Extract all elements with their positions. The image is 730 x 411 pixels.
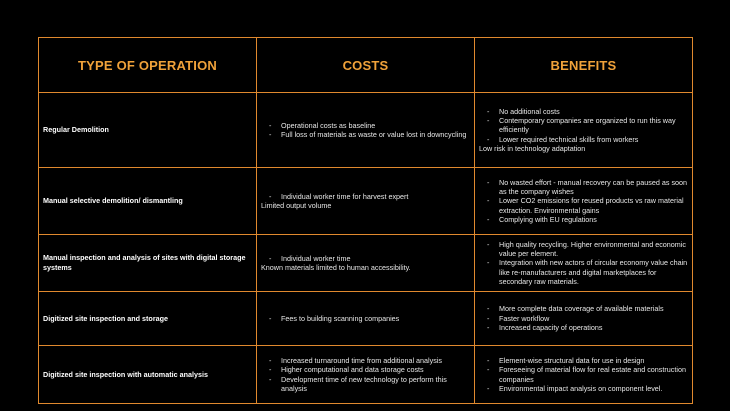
benefit-item: - No wasted effort - manual recovery can be paused as soon as the company wishes — [479, 178, 688, 197]
benefit-item: - Increased capacity of operations — [479, 323, 688, 332]
benefit-item: - Foreseeing of material flow for real estate and construction companies — [479, 365, 688, 384]
benefit-item: - Complying with EU regulations — [479, 215, 688, 224]
benefits-cell — [475, 292, 693, 346]
header-benefits: BENEFITS — [475, 38, 693, 93]
cost-note: Known materials limited to human accessibility. — [261, 263, 411, 272]
operation-cell: Manual selective demolition/ dismantling — [39, 168, 257, 235]
benefits-cell — [475, 168, 693, 235]
benefit-item: - Faster workflow — [479, 314, 688, 323]
table-row — [39, 346, 693, 404]
table-row — [39, 168, 693, 235]
cost-note: Limited output volume — [261, 201, 332, 210]
costs-cell — [257, 93, 475, 168]
cost-item: - Fees to building scanning companies — [261, 314, 470, 323]
cost-item: - Increased turnaround time from additional analysis — [261, 356, 470, 365]
costs-cell — [257, 292, 475, 346]
operation-cell: Digitized site inspection and storage — [39, 292, 257, 346]
benefit-item: - Lower required technical skills from workers — [479, 135, 688, 144]
benefit-note: Low risk in technology adaptation — [479, 144, 586, 154]
benefit-item: - No additional costs — [479, 107, 688, 116]
benefit-item: - High quality recycling. Higher environmental and economic value per element. — [479, 240, 688, 259]
costs-cell — [257, 235, 475, 292]
costs-cell — [257, 168, 475, 235]
cost-item: - Full loss of materials as waste or value lost in downcycling — [261, 130, 470, 139]
cost-item: - Individual worker time for harvest expert — [261, 192, 470, 201]
costs-cell — [257, 346, 475, 404]
header-costs: COSTS — [257, 38, 475, 93]
table-row — [39, 292, 693, 346]
benefit-item: - Element-wise structural data for use in design — [479, 356, 688, 365]
operation-cell: Digitized site inspection with automatic analysis — [39, 346, 257, 404]
benefits-cell — [475, 235, 693, 292]
benefit-item: - Contemporary companies are organized to run this way efficiently — [479, 116, 688, 135]
benefit-item: - More complete data coverage of available materials — [479, 304, 688, 313]
benefits-cell — [475, 346, 693, 404]
cost-item: - Individual worker time — [261, 254, 470, 263]
benefit-item: - Lower CO2 emissions for reused products vs raw material extraction. Environmental gains — [479, 196, 688, 215]
cost-item: - Higher computational and data storage costs — [261, 365, 470, 374]
benefits-cell — [475, 93, 693, 168]
table-row — [39, 93, 693, 168]
cost-item: - Operational costs as baseline — [261, 121, 470, 130]
cost-item: - Development time of new technology to perform this analysis — [261, 375, 470, 394]
operation-cell: Regular Demolition — [39, 93, 257, 168]
operations-table — [38, 37, 693, 404]
benefit-item: - Integration with new actors of circular economy value chain like re-manufacturers and digital marketplaces for secondary raw materials. — [479, 258, 688, 286]
benefit-item: - Environmental impact analysis on component level. — [479, 384, 688, 393]
header-row — [39, 38, 693, 93]
operation-cell: Manual inspection and analysis of sites with digital storage systems — [39, 235, 257, 292]
table-row — [39, 235, 693, 292]
header-type-of-operation: TYPE OF OPERATION — [39, 38, 257, 93]
